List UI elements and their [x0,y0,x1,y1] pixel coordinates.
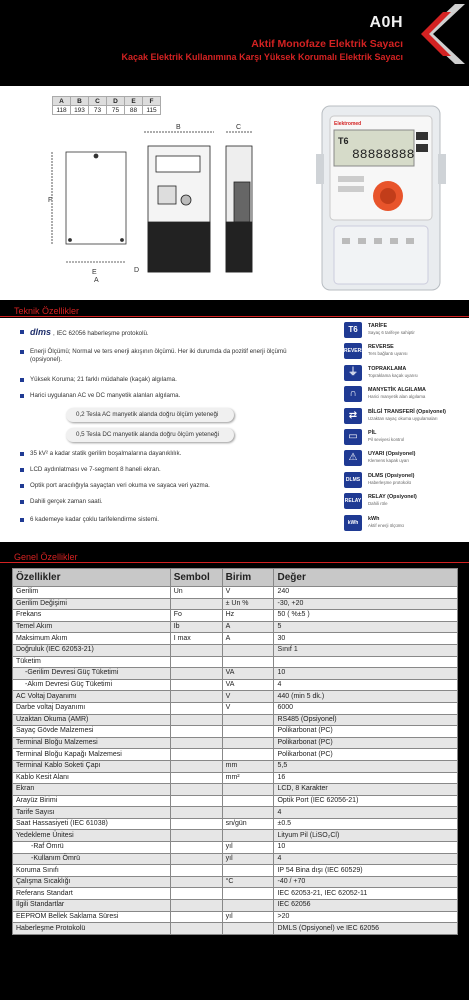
table-cell: 10 [274,842,458,854]
icon-legend-item [344,472,466,492]
table-cell: 50 ( %±5 ) [274,610,458,622]
icon-desc: Haberleşme protokolü [368,479,411,485]
table-cell [170,644,222,656]
table-cell [170,830,222,842]
feature-text [30,328,149,338]
table-cell [170,749,222,761]
table-row [13,876,458,888]
feature-item [20,466,320,474]
icon-title: BİLGİ TRANSFERİ (Opsiyonel) [368,408,446,415]
table-cell [222,795,274,807]
table-cell [222,888,274,900]
product-title: Aktif Monofaze Elektrik Sayacı [251,38,403,50]
icon-desc: Aktif enerji ölçümü [368,522,404,528]
table-cell: Maksimum Akım [13,633,171,645]
table-cell: -Raf Ömrü [13,842,171,854]
table-cell [170,807,222,819]
feature-text [30,482,210,490]
table-cell: VA [222,679,274,691]
table-cell: Terminal Bloğu Malzemesi [13,737,171,749]
table-cell: 6000 [274,702,458,714]
table-row [13,714,458,726]
icon-title: REVERSE [368,344,394,351]
icon-legend-item [344,386,466,406]
icon-desc: Harici manyetik alan algılama [368,394,426,400]
bullet-icon [20,378,24,382]
feature-label: , IEC 62056 haberleşme protokolü. [53,330,149,337]
table-row [13,795,458,807]
dim-value: 73 [89,106,107,115]
table-cell [222,656,274,668]
drawing-label: B [176,124,181,131]
dim-label: C [89,97,107,106]
dlms-logo: dlms [30,327,52,337]
table-cell [170,772,222,784]
table-cell: Saat Hassasiyeti (IEC 61038) [13,818,171,830]
table-cell [170,726,222,738]
table-cell: -Kullanım Ömrü [13,853,171,865]
table-row [13,656,458,668]
table-row [13,772,458,784]
feature-text [30,348,320,365]
icon-legend-item [344,493,466,513]
table-row [13,726,458,738]
dim-label: D [107,97,125,106]
dimensions-table [52,96,161,115]
meter-photo [316,104,446,292]
icon-legend-item [344,365,466,385]
table-cell: Kablo Kesit Alanı [13,772,171,784]
table-cell: °C [222,876,274,888]
dim-value: 193 [71,106,89,115]
drawing-label: F [48,197,53,204]
table-cell [222,749,274,761]
table-cell: Optik Port (IEC 62056-21) [274,795,458,807]
feature-text [30,376,177,384]
table-cell [170,853,222,865]
table-row [13,853,458,865]
table-cell [170,784,222,796]
icon-legend-item [344,343,466,363]
icon-legend-item [344,515,466,535]
reverse-icon: REVERSE [344,343,362,359]
table-cell: Haberleşme Protokolü [13,923,171,935]
table-cell: Yedekleme Ünitesi [13,830,171,842]
drawing-label: D [134,267,140,274]
features-panel [0,318,469,542]
table-cell: sn/gün [222,818,274,830]
table-cell: mm [222,760,274,772]
table-row [13,888,458,900]
general-title: Genel Özellikler [14,552,78,562]
table-row [13,900,458,912]
table-row [13,621,458,633]
feature-text [30,466,161,474]
icon-title: TOPRAKLAMA [368,365,407,372]
feature-item [20,498,320,506]
icon-title: RELAY (Opsiyonel) [368,494,417,501]
table-cell: Lityum Pil (LiSO₂Cl) [274,830,458,842]
feature-label: Harici uygulanan AC ve DC manyetik alanları algılama. [30,392,181,399]
icon-desc: Topraklama kaçak uyarısı [368,372,418,378]
table-cell: >20 [274,911,458,923]
table-cell: EEPROM Bellek Saklama Süresi [13,911,171,923]
table-cell [222,923,274,935]
table-cell: İlgili Standartlar [13,900,171,912]
table-cell: Hz [222,610,274,622]
dim-value: 75 [107,106,125,115]
table-cell: Fo [170,610,222,622]
table-cell [222,726,274,738]
table-cell: 240 [274,587,458,599]
feature-label: Enerji Ölçümü; Normal ve ters enerji akışının ölçümü. Her iki durumda da pozitif enerji ölçümü (opsiyonel). [30,348,287,364]
table-cell: Temel Akım [13,621,171,633]
icon-desc: Sayaç 6 tarifeye sahiptir [368,330,415,335]
icon-legend-item [344,408,466,428]
table-cell: Tüketim [13,656,171,668]
dimensions-panel [0,86,469,300]
warning-icon: ⚠ [344,450,362,466]
table-cell [170,818,222,830]
icon-legend-item [344,322,466,342]
table-cell [170,888,222,900]
dim-value: 115 [143,106,161,115]
tariff-icon: T6 [344,322,362,338]
table-cell: -40 / +70 [274,876,458,888]
table-cell: 4 [274,807,458,819]
table-cell: A [222,621,274,633]
table-cell: Çalışma Sıcaklığı [13,876,171,888]
table-cell: ±0.5 [274,818,458,830]
table-cell [170,679,222,691]
table-cell [222,784,274,796]
table-cell: LCD, 8 Karakter [274,784,458,796]
icon-title: MANYETİK ALGILAMA [368,387,426,394]
table-cell [222,714,274,726]
table-row [13,842,458,854]
col-header: Değer [274,569,458,587]
table-cell: Un [170,587,222,599]
table-row [13,818,458,830]
icon-title: kWh [368,515,380,522]
feature-item [20,482,320,490]
kwh-icon: kWh [344,515,362,531]
feature-label: 6 kademeye kadar çoklu tarifelendirme sistemi. [30,516,159,523]
table-cell [170,702,222,714]
table-cell: Arayüz Birimi [13,795,171,807]
table-cell: Terminal Kablo Soketi Çapı [13,760,171,772]
bullet-icon [20,350,24,354]
dim-value: 118 [53,106,71,115]
table-row [13,807,458,819]
data-transfer-icon: ⇄ [344,408,362,424]
table-cell: 30 [274,633,458,645]
icon-desc: Pil seviyesi kontrol [368,437,405,442]
table-row [13,598,458,610]
table-cell: 10 [274,668,458,680]
bullet-icon [20,484,24,488]
table-cell: Frekans [13,610,171,622]
icon-legend-item [344,450,466,470]
table-cell: AC Voltaj Dayanımı [13,691,171,703]
table-cell [170,900,222,912]
feature-label: Optik port aracılığıyla sayaçtan veri okuma ve sayaca veri yazma. [30,482,210,489]
dim-label: A [53,97,71,106]
table-cell: IP 54 Bina dışı (IEC 60529) [274,865,458,877]
table-cell: 5 [274,621,458,633]
feature-text [30,498,103,506]
table-cell: Polikarbonat (PC) [274,726,458,738]
table-row [13,702,458,714]
table-row [13,911,458,923]
table-cell: IEC 62056 [274,900,458,912]
icon-title: PİL [368,430,377,436]
feature-label: 35 kV² a kadar statik gerilim boşalmalarına dayanıklılık. [30,450,182,457]
col-header: Birim [222,569,274,587]
table-cell [170,714,222,726]
table-row [13,679,458,691]
dim-label: F [143,97,161,106]
table-cell [170,842,222,854]
feature-label: Yüksek Koruma; 21 farklı müdahale (kaçak) algılama. [30,376,177,383]
magnetic-spec-pill: 0,2 Tesla AC manyetik alanda doğru ölçüm yeteneği [66,408,234,422]
table-cell: Sayaç Gövde Malzemesi [13,726,171,738]
icon-desc: Dahili röle [368,501,388,507]
feature-item [20,328,320,338]
table-row [13,644,458,656]
table-cell: yıl [222,853,274,865]
photo-model: T6 [338,136,349,146]
table-cell [170,656,222,668]
battery-icon: ▭ [344,429,362,445]
bullet-icon [20,452,24,456]
table-cell [170,668,222,680]
table-cell: Gerilim Değişimi [13,598,171,610]
table-cell [170,865,222,877]
drawing-label: C [236,124,242,131]
dim-value: 88 [125,106,143,115]
table-cell: A [222,633,274,645]
table-cell [170,760,222,772]
table-row [13,784,458,796]
table-cell: 16 [274,772,458,784]
table-cell: IEC 62053-21, IEC 62052-11 [274,888,458,900]
table-cell [170,691,222,703]
table-cell: V [222,587,274,599]
table-row [13,760,458,772]
table-cell: Gerilim [13,587,171,599]
table-row [13,691,458,703]
icon-desc: Uzaktan sayaç okuma uygulamaları [368,415,438,421]
table-row [13,830,458,842]
table-cell [170,598,222,610]
table-cell [222,865,274,877]
icon-title: DLMS (Opsiyonel) [368,472,415,479]
table-cell [222,900,274,912]
col-header: Özellikler [13,569,171,587]
table-row [13,668,458,680]
drawing-label: A [94,277,99,284]
table-cell: Ekran [13,784,171,796]
technical-drawings [48,122,280,292]
table-cell: VA [222,668,274,680]
header [0,0,469,86]
magnet-icon: ∩ [344,386,362,402]
feature-text [30,392,180,400]
table-row [13,587,458,599]
photo-brand: Elektromed [334,121,362,127]
table-cell [170,923,222,935]
table-cell: Ib [170,621,222,633]
icon-title: UYARI (Opsiyonel) [368,451,416,458]
table-cell: Tarife Sayısı [13,807,171,819]
table-cell: Sınıf 1 [274,644,458,656]
table-cell: Doğruluk (IEC 62053-21) [13,644,171,656]
table-cell: Koruma Sınıfı [13,865,171,877]
feature-item [20,392,320,400]
chevron-logo-icon [403,2,467,66]
magnetic-spec-pill: 0,5 Tesla DC manyetik alanda doğru ölçüm yeteneği [66,428,234,442]
bullet-icon [20,394,24,398]
dlms-icon: DLMS [344,472,362,488]
table-cell [274,656,458,668]
icon-desc: Ters bağlantı uyarısı [368,351,408,357]
relay-icon: RELAY [344,493,362,509]
table-cell [170,911,222,923]
feature-item [20,348,320,365]
table-cell: Uzaktan Okuma (AMR) [13,714,171,726]
table-row [13,923,458,935]
bullet-icon [20,330,24,334]
spec-table [12,568,458,935]
table-cell: Polikarbonat (PC) [274,737,458,749]
table-cell: Terminal Bloğu Kapağı Malzemesi [13,749,171,761]
table-cell: 5,5 [274,760,458,772]
feature-item [20,516,320,524]
table-cell: ± Un % [222,598,274,610]
feature-text [30,450,181,458]
table-cell [222,644,274,656]
table-cell [222,830,274,842]
icon-legend-item [344,429,466,449]
table-cell: RS485 (Opsiyonel) [274,714,458,726]
ground-icon: ⏚ [344,365,362,381]
table-cell: 440 (min 5 dk.) [274,691,458,703]
table-cell: V [222,691,274,703]
bullet-icon [20,468,24,472]
table-cell [222,807,274,819]
table-cell: mm² [222,772,274,784]
table-cell: I max [170,633,222,645]
general-divider [0,562,469,563]
dim-label: E [125,97,143,106]
table-cell: -Gerilim Devresi Güç Tüketimi [13,668,171,680]
table-cell: 4 [274,679,458,691]
col-header: Sembol [170,569,222,587]
features-title: Teknik Özellikler [14,306,80,316]
feature-label: Dahili gerçek zaman saati. [30,498,103,505]
bullet-icon [20,518,24,522]
table-cell [170,737,222,749]
table-cell: yıl [222,842,274,854]
feature-item [20,376,320,384]
table-cell: Referans Standart [13,888,171,900]
table-cell [222,737,274,749]
product-subtitle: Kaçak Elektrik Kullanımına Karşı Yüksek Korumalı Elektrik Sayacı [121,52,403,62]
icon-desc: Klemens kapak uyarı [368,458,409,464]
feature-text [30,516,159,524]
table-cell: yıl [222,911,274,923]
table-row [13,610,458,622]
table-row [13,749,458,761]
table-cell: DMLS (Opsiyonel) ve IEC 62056 [274,923,458,935]
table-cell: Darbe voltaj Dayanımı [13,702,171,714]
table-cell: V [222,702,274,714]
table-cell: 4 [274,853,458,865]
table-cell [170,876,222,888]
product-code: A0H [369,14,403,31]
table-row [13,633,458,645]
table-row [13,737,458,749]
icon-title: TARİFE [368,323,388,329]
table-cell: Polikarbonat (PC) [274,749,458,761]
feature-item [20,450,320,458]
bullet-icon [20,500,24,504]
features-divider [0,316,469,317]
table-cell: -30, +20 [274,598,458,610]
table-cell [170,795,222,807]
photo-digits: 88888888 [352,147,415,162]
drawing-label: E [92,269,97,276]
feature-label: LCD aydınlatması ve 7-segment 8 haneli ekran. [30,466,161,473]
table-cell: -Akım Devresi Güç Tüketimi [13,679,171,691]
table-row [13,865,458,877]
dim-label: B [71,97,89,106]
